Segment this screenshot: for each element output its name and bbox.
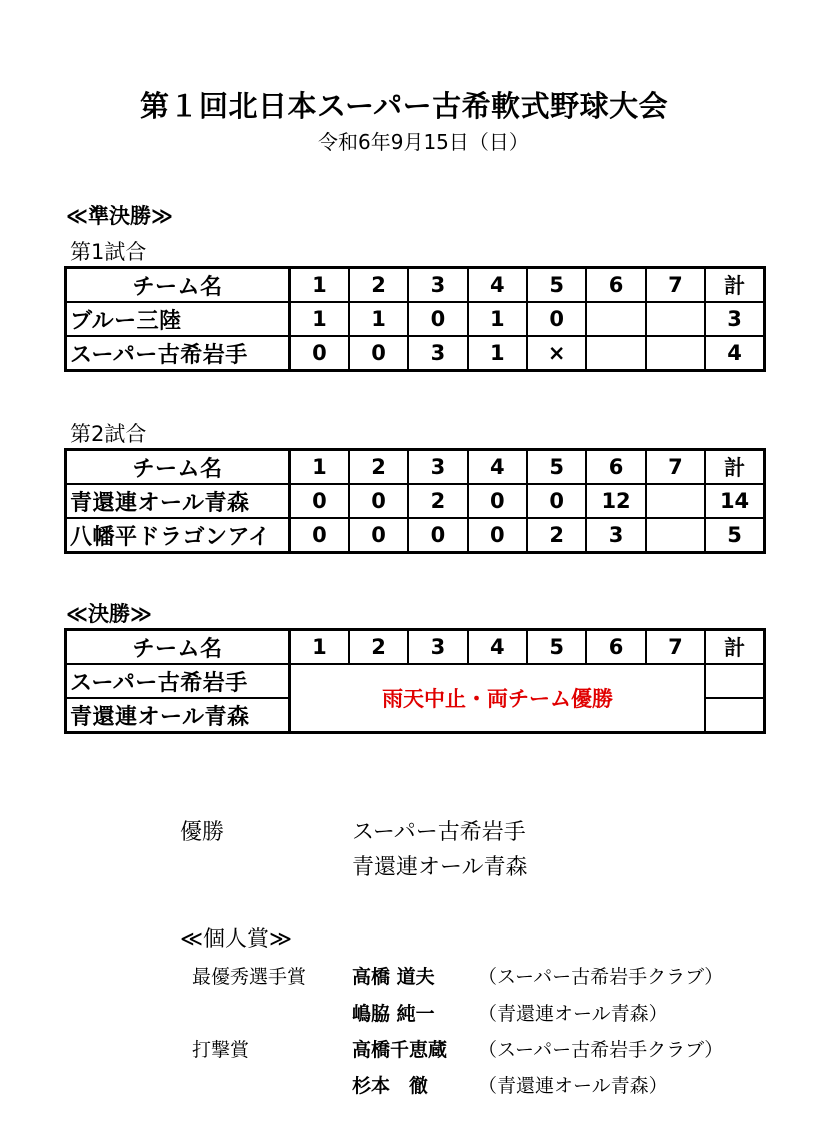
inning-score: 2 [408,484,467,518]
inning-score: 0 [408,302,467,336]
game2-label: 第2試合 [70,422,147,446]
total-score: 4 [705,336,764,371]
table-row [66,664,765,698]
inning-score: 2 [527,518,586,553]
final-score-table [64,628,766,734]
inning-score: 1 [468,302,527,336]
inning-score: 0 [468,518,527,553]
inning-score: 0 [527,302,586,336]
award-team: （スーパー古希岩手クラブ） [478,966,724,988]
game1-score-table [64,266,766,372]
champion-label: 優勝 [180,820,225,845]
table-row [66,518,765,553]
inning-score [646,302,705,336]
total-score [705,664,764,698]
col-team-name: チーム名 [66,268,290,303]
award-name: 杉本 徹 [352,1075,429,1097]
team-name: ブルー三陸 [66,302,290,336]
col-total: 計 [705,450,764,485]
col-inning-3: 3 [408,268,467,303]
inning-score [646,518,705,553]
team-name: 青還連オール青森 [66,698,290,733]
col-inning-7: 7 [646,630,705,665]
inning-score: 3 [408,336,467,371]
champion-team: スーパー古希岩手 [352,820,526,845]
award-team: （青還連オール青森） [478,1003,668,1025]
award-name: 高橋 道夫 [352,966,435,988]
table-row [66,484,765,518]
col-inning-2: 2 [349,450,408,485]
game1-label: 第1試合 [70,240,147,264]
col-inning-1: 1 [290,630,349,665]
col-inning-7: 7 [646,268,705,303]
col-inning-1: 1 [290,450,349,485]
score-header-row [66,630,765,665]
table-row [66,336,765,371]
team-name: スーパー古希岩手 [66,336,290,371]
award-name: 高橋千恵蔵 [352,1039,448,1061]
inning-score [586,302,645,336]
col-inning-6: 6 [586,268,645,303]
col-inning-5: 5 [527,630,586,665]
col-inning-6: 6 [586,450,645,485]
semifinal-heading: ≪準決勝≫ [66,204,173,228]
inning-score: 0 [408,518,467,553]
col-inning-7: 7 [646,450,705,485]
total-score: 3 [705,302,764,336]
inning-score: 0 [290,518,349,553]
col-total: 計 [705,630,764,665]
inning-score: × [527,336,586,371]
team-name: 青還連オール青森 [66,484,290,518]
col-inning-4: 4 [468,268,527,303]
col-inning-3: 3 [408,450,467,485]
col-team-name: チーム名 [66,630,290,665]
inning-score: 0 [290,484,349,518]
total-score: 14 [705,484,764,518]
inning-score: 1 [468,336,527,371]
award-team: （スーパー古希岩手クラブ） [478,1039,724,1061]
score-header-row [66,268,765,303]
awards-heading: ≪個人賞≫ [180,927,293,952]
col-inning-6: 6 [586,630,645,665]
inning-score: 1 [349,302,408,336]
score-header-row [66,450,765,485]
inning-score: 0 [468,484,527,518]
inning-score: 0 [349,518,408,553]
inning-score: 3 [586,518,645,553]
award-name: 嶋脇 純一 [352,1003,435,1025]
total-score [705,698,764,733]
award-team: （青還連オール青森） [478,1075,668,1097]
total-score: 5 [705,518,764,553]
inning-score: 0 [349,484,408,518]
col-inning-5: 5 [527,268,586,303]
inning-score: 12 [586,484,645,518]
col-total: 計 [705,268,764,303]
rain-cancel-note: 雨天中止・両チーム優勝 [290,664,706,733]
col-team-name: チーム名 [66,450,290,485]
inning-score: 0 [349,336,408,371]
col-inning-1: 1 [290,268,349,303]
inning-score: 1 [290,302,349,336]
team-name: スーパー古希岩手 [66,664,290,698]
col-inning-3: 3 [408,630,467,665]
final-heading: ≪決勝≫ [66,602,152,626]
champion-team: 青還連オール青森 [352,855,528,880]
mvp-label: 最優秀選手賞 [192,966,307,988]
team-name: 八幡平ドラゴンアイ [66,518,290,553]
col-inning-2: 2 [349,630,408,665]
table-row [66,302,765,336]
batting-label: 打撃賞 [192,1039,250,1061]
game2-score-table [64,448,766,554]
page-title: 第１回北日本スーパー古希軟式野球大会 [140,89,669,123]
col-inning-4: 4 [468,450,527,485]
inning-score [586,336,645,371]
col-inning-2: 2 [349,268,408,303]
col-inning-4: 4 [468,630,527,665]
col-inning-5: 5 [527,450,586,485]
inning-score: 0 [527,484,586,518]
inning-score [646,336,705,371]
event-date: 令和6年9月15日（日） [318,130,529,154]
inning-score: 0 [290,336,349,371]
inning-score [646,484,705,518]
